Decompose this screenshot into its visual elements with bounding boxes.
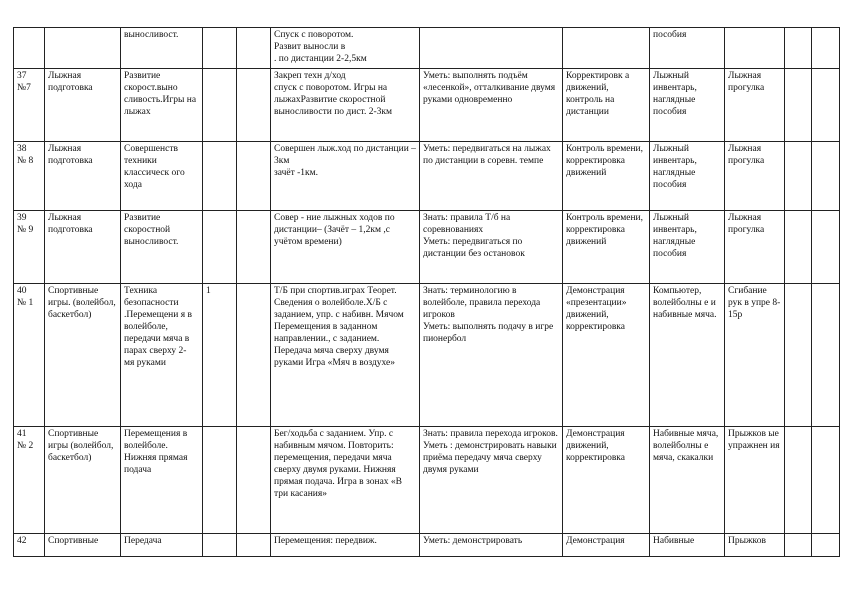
methods-cell: Демонстрация движений, корректировка [563,427,650,534]
section-cell: Лыжная подготовка [45,142,121,211]
hours-cell [203,142,237,211]
extra-cell-2 [812,284,840,427]
equipment-cell: Лыжный инвентарь, наглядные пособия [650,211,725,284]
methods-cell: Демонстрация [563,534,650,557]
section-cell: Спортивные игры (волейбол, баскетбол) [45,427,121,534]
section-cell: Спортивные игры. (волейбол, баскетбол) [45,284,121,427]
topic-cell: Техника безопасности .Перемещени я в волейболе, передачи мяча в парах сверху 2- мя руками [121,284,203,427]
extra-cell-1 [785,534,812,557]
extra-cell-2 [812,427,840,534]
row-number-cell: 37 №7 [14,69,45,142]
date-cell [237,69,271,142]
homework-cell: Прыжков ые упражнен ия [725,427,785,534]
requirements-cell: Знать: правила Т/б на соревнованиях Уметь: передвигаться по дистанции без остановок [420,211,563,284]
hours-cell: 1 [203,284,237,427]
lesson-plan-table [13,27,840,557]
lesson-content-cell: Совершен лыж.ход по дистанции – 3км зачёт -1км. [271,142,420,211]
table-row [14,427,840,534]
equipment-cell: Набивные мяча, волейболны е мяча, скакалки [650,427,725,534]
equipment-cell: Лыжный инвентарь, наглядные пособия [650,69,725,142]
extra-cell-2 [812,211,840,284]
date-cell [237,284,271,427]
equipment-cell: Лыжный инвентарь, наглядные пособия [650,142,725,211]
extra-cell-1 [785,69,812,142]
lesson-content-cell: Закреп техн д/ход спуск с поворотом. Игры на лыжахРазвитие скоростной выносливости по дист. 2-3км [271,69,420,142]
homework-cell: Лыжная прогулка [725,142,785,211]
requirements-cell [420,28,563,69]
methods-cell: Контроль времени, корректировка движений [563,211,650,284]
extra-cell-1 [785,142,812,211]
homework-cell: Лыжная прогулка [725,69,785,142]
lesson-content-cell: Т/Б при спортив.играх Теорет. Сведения о волейболе.Х/Б с заданием, упр. с набивн. Мячом Перемещения в заданном направлении., с заданием. Передача мяча сверху двумя руками Игра «Мяч в воздухе» [271,284,420,427]
hours-cell [203,211,237,284]
table-row [14,142,840,211]
section-cell: Лыжная подготовка [45,211,121,284]
topic-cell: Передача [121,534,203,557]
table-row [14,534,840,557]
topic-cell: выносливост. [121,28,203,69]
row-number-cell: 39 № 9 [14,211,45,284]
requirements-cell: Уметь: выполнять подъём «лесенкой», отталкивание двумя руками одновременно [420,69,563,142]
requirements-cell: Знать: правила перехода игроков. Уметь : демонстрировать навыки приёма передачу мяча сверху двумя руками [420,427,563,534]
methods-cell: Корректировк а движений, контроль на дистанции [563,69,650,142]
extra-cell-1 [785,211,812,284]
section-cell: Лыжная подготовка [45,69,121,142]
table-row [14,28,840,69]
hours-cell [203,427,237,534]
lesson-content-cell: Спуск с поворотом. Развит выносли в . по дистанции 2-2,5км [271,28,420,69]
equipment-cell: пособия [650,28,725,69]
row-number-cell: 38 № 8 [14,142,45,211]
homework-cell: Лыжная прогулка [725,211,785,284]
row-number-cell: 40 № 1 [14,284,45,427]
equipment-cell: Компьютер, волейболны е и набивные мяча. [650,284,725,427]
table-row [14,69,840,142]
homework-cell: Прыжков [725,534,785,557]
date-cell [237,211,271,284]
topic-cell: Перемещения в волейболе. Нижняя прямая подача [121,427,203,534]
lesson-content-cell: Бег/ходьба с заданием. Упр. с набивным мячом. Повторить: перемещения, передачи мяча сверху двумя руками. Нижняя прямая подача. Игра в зонах «В три касания» [271,427,420,534]
extra-cell-2 [812,142,840,211]
section-cell: Спортивные [45,534,121,557]
lesson-content-cell: Совер - ние лыжных ходов по дистанции– (Зачёт – 1,2км ,с учётом времени) [271,211,420,284]
date-cell [237,28,271,69]
extra-cell-1 [785,28,812,69]
row-number-cell [14,28,45,69]
topic-cell: Развитие скорост.выно сливость.Игры на лыжах [121,69,203,142]
topic-cell: Развитие скоростной выносливост. [121,211,203,284]
extra-cell-2 [812,28,840,69]
date-cell [237,142,271,211]
requirements-cell: Уметь: демонстрировать [420,534,563,557]
table-row [14,284,840,427]
extra-cell-2 [812,534,840,557]
extra-cell-1 [785,427,812,534]
homework-cell [725,28,785,69]
row-number-cell: 41 № 2 [14,427,45,534]
hours-cell [203,534,237,557]
hours-cell [203,69,237,142]
table-row [14,211,840,284]
homework-cell: Сгибание рук в упре 8-15р [725,284,785,427]
requirements-cell: Знать: терминологию в волейболе, правила перехода игроков Уметь: выполнять подачу в игре пионербол [420,284,563,427]
methods-cell [563,28,650,69]
extra-cell-2 [812,69,840,142]
methods-cell: Демонстрация «презентации» движений, корректировка [563,284,650,427]
date-cell [237,427,271,534]
lesson-content-cell: Перемещения: передвиж. [271,534,420,557]
hours-cell [203,28,237,69]
equipment-cell: Набивные [650,534,725,557]
requirements-cell: Уметь: передвигаться на лыжах по дистанции в соревн. темпе [420,142,563,211]
section-cell [45,28,121,69]
date-cell [237,534,271,557]
topic-cell: Совершенств техники классическ ого хода [121,142,203,211]
row-number-cell: 42 [14,534,45,557]
extra-cell-1 [785,284,812,427]
methods-cell: Контроль времени, корректировка движений [563,142,650,211]
